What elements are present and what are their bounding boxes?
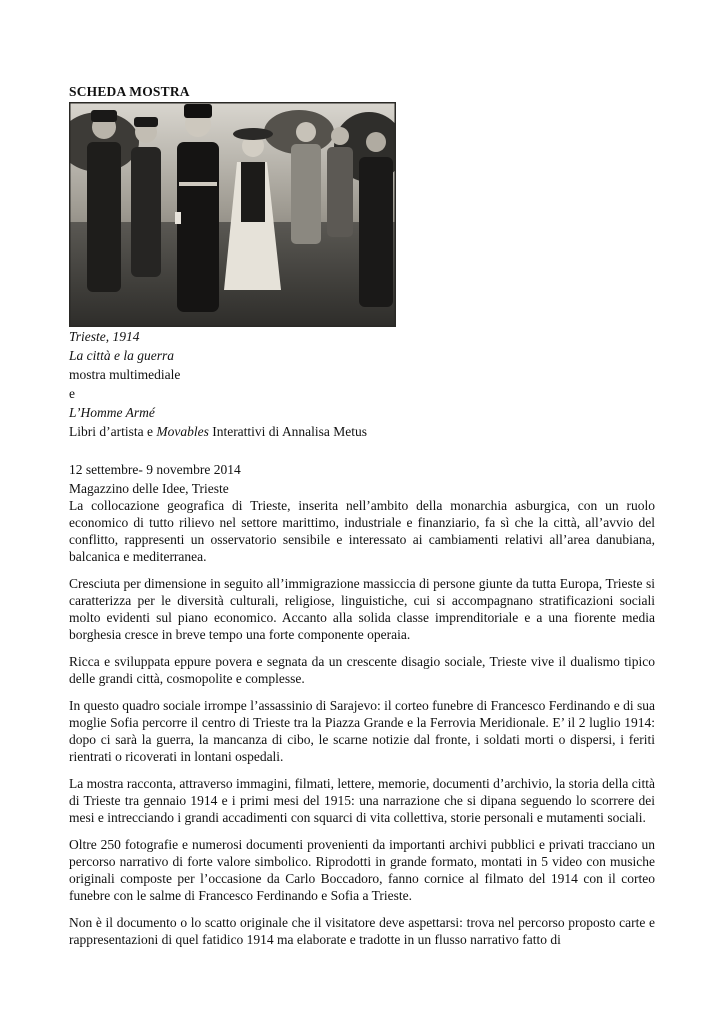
- historical-photograph: [69, 102, 396, 327]
- exhibition-title: La città e la guerra: [69, 348, 174, 363]
- paragraph: Ricca e sviluppata eppure povera e segnata da un crescente disagio sociale, Trieste vive il dualismo tipico delle grandi città, cosmopolite e complesse.: [69, 654, 655, 686]
- artist-books-suffix: Interattivi di Annalisa Metus: [208, 424, 368, 439]
- paragraph: Non è il documento o lo scatto originale che il visitatore deve aspettarsi: trova nel percorso proposto carte e rappresentazioni di quel fatidico 1914 ma elaborate e tradotte in un flusso narrativo fatto di: [69, 915, 655, 947]
- exhibition-place-year: Trieste, 1914: [69, 329, 140, 344]
- conjunction: e: [69, 386, 75, 401]
- paragraph: Oltre 250 fotografie e numerosi documenti provenienti da importanti archivi pubblici e privati tracciano un percorso narrativo di forte valore simbolico. Riprodotti in grande formato, montati in 5 video con musiche originali composte per l’occasione da Carlo Boccadoro, fanno cornice al filmato del 1914 con il corteo funebre con le salme di Francesco Ferdinando e Sofia a Trieste.: [69, 837, 655, 903]
- paragraph: Cresciuta per dimensione in seguito all’immigrazione massiccia di persone giunte da tutta Europa, Trieste si caratterizza per le diversità culturali, religiose, linguistiche, cui si accompagnano stratificazioni sociali molto evidenti sul piano economico. Accanto alla solida classe imprenditoriale e a una fiorente media borghesia cresce in breve tempo una forte componente operaia.: [69, 576, 655, 642]
- second-exhibition-title: L’Homme Armé: [69, 405, 155, 420]
- exhibition-dates: 12 settembre- 9 novembre 2014: [69, 462, 241, 477]
- movables-word: Movables: [156, 424, 209, 439]
- exhibition-venue: Magazzino delle Idee, Trieste: [69, 481, 229, 496]
- page-title: SCHEDA MOSTRA: [69, 84, 190, 99]
- paragraph: La mostra racconta, attraverso immagini, filmati, lettere, memorie, documenti d’archivio, la storia della città di Trieste tra gennaio 1914 e i primi mesi del 1915: una narrazione che si dipana seguendo lo scorrere dei mesi e intrecciando i grandi accadimenti con squarci di vita collettiva, storie personali e mutamenti sociali.: [69, 776, 655, 825]
- exhibition-type: mostra multimediale: [69, 367, 181, 382]
- artist-books-line: [69, 422, 367, 441]
- paragraph: In questo quadro sociale irrompe l’assassinio di Sarajevo: il corteo funebre di Francesco Ferdinando e di sua moglie Sofia percorre il centro di Trieste tra la Piazza Grande e la Ferrovia Meridionale. E’ il 2 luglio 1914: dopo ci sarà la guerra, la mancanza di cibo, le scarne notizie dal fronte, i soldati morti o dispersi, i feriti rientrati o ricoverati in lontani ospedali.: [69, 698, 655, 764]
- artist-books-prefix: Libri d’artista e: [69, 424, 157, 439]
- paragraph: La collocazione geografica di Trieste, inserita nell’ambito della monarchia asburgica, con un ruolo economico di tutto rilievo nel settore marittimo, industriale e finanziario, fa sì che la città, all’avvio del conflitto, rappresenti un osservatorio sensibile e interessato ai cambiamenti relativi all’area danubiana, balcanica e mediterranea.: [69, 498, 655, 564]
- body-text: [69, 497, 655, 958]
- exhibition-info: [69, 327, 367, 498]
